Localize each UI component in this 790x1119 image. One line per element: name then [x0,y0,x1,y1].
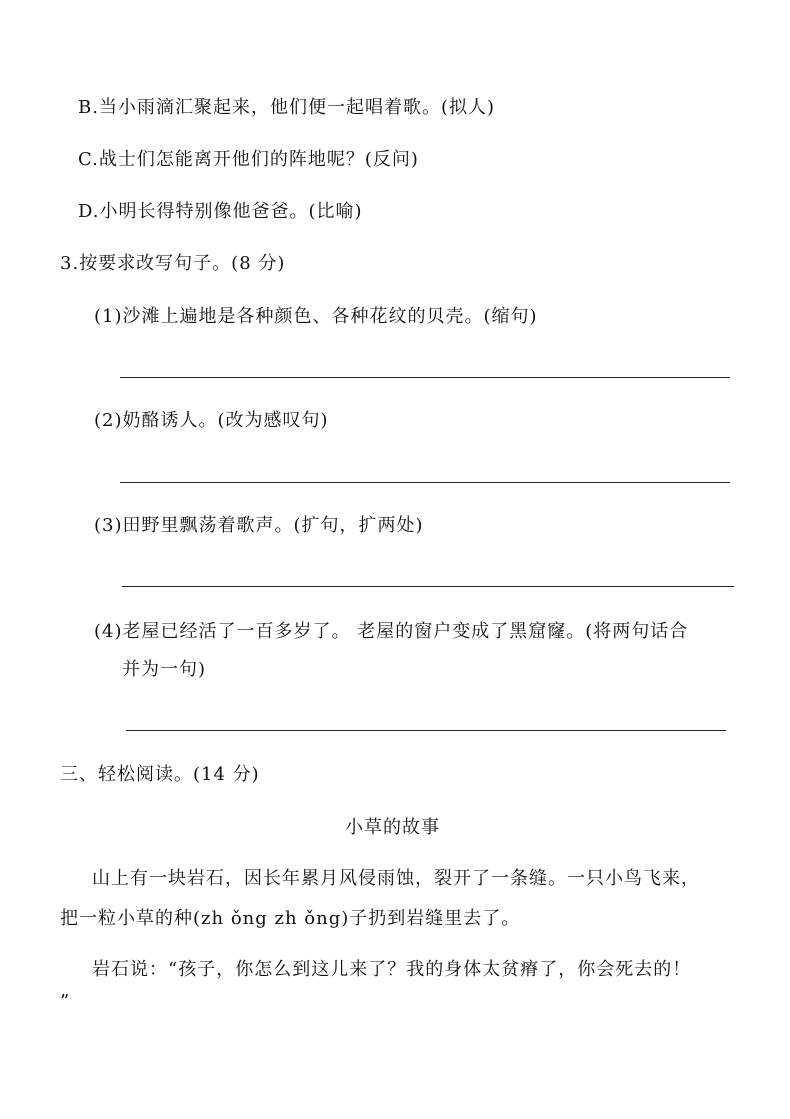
question-3-heading: 3.按要求改写句子。(8 分) [60,253,286,274]
answer-line-4[interactable] [126,730,726,731]
answer-line-2[interactable] [120,482,730,483]
q3-item-1: (1)沙滩上遍地是各种颜色、各种花纹的贝壳。(缩句) [94,306,538,327]
reading-paragraph-2-cont: ” [60,991,71,1012]
q3-item-4-cont: 并为一句) [122,659,207,680]
q3-item-4: (4)老屋已经活了一百多岁了。 老屋的窗户变成了黑窟窿。(将两句话合 [94,621,689,642]
q3-item-2: (2)奶酪诱人。(改为感叹句) [94,410,329,431]
reading-paragraph-2: 岩石说：“孩子，你怎么到这儿来了？我的身体太贫瘠了，你会死去的！ [92,959,692,980]
answer-line-3[interactable] [122,586,734,587]
reading-paragraph-1-cont: 把一粒小草的种(zh ǒng zh ǒng)子扔到岩缝里去了。 [60,908,521,929]
option-d: D.小明长得特别像他爸爸。(比喻) [78,201,363,222]
option-b: B.当小雨滴汇聚起来，他们便一起唱着歌。(拟人) [78,97,495,118]
section-3-heading: 三、轻松阅读。(14 分) [60,764,260,785]
reading-title: 小草的故事 [345,817,440,838]
q3-item-3: (3)田野里飘荡着歌声。(扩句，扩两处) [94,515,424,536]
reading-paragraph-1: 山上有一块岩石，因长年累月风侵雨蚀，裂开了一条缝。一只小鸟飞来， [92,868,700,889]
answer-line-1[interactable] [120,377,730,378]
option-c: C.战士们怎能离开他们的阵地呢？(反问) [78,149,419,170]
